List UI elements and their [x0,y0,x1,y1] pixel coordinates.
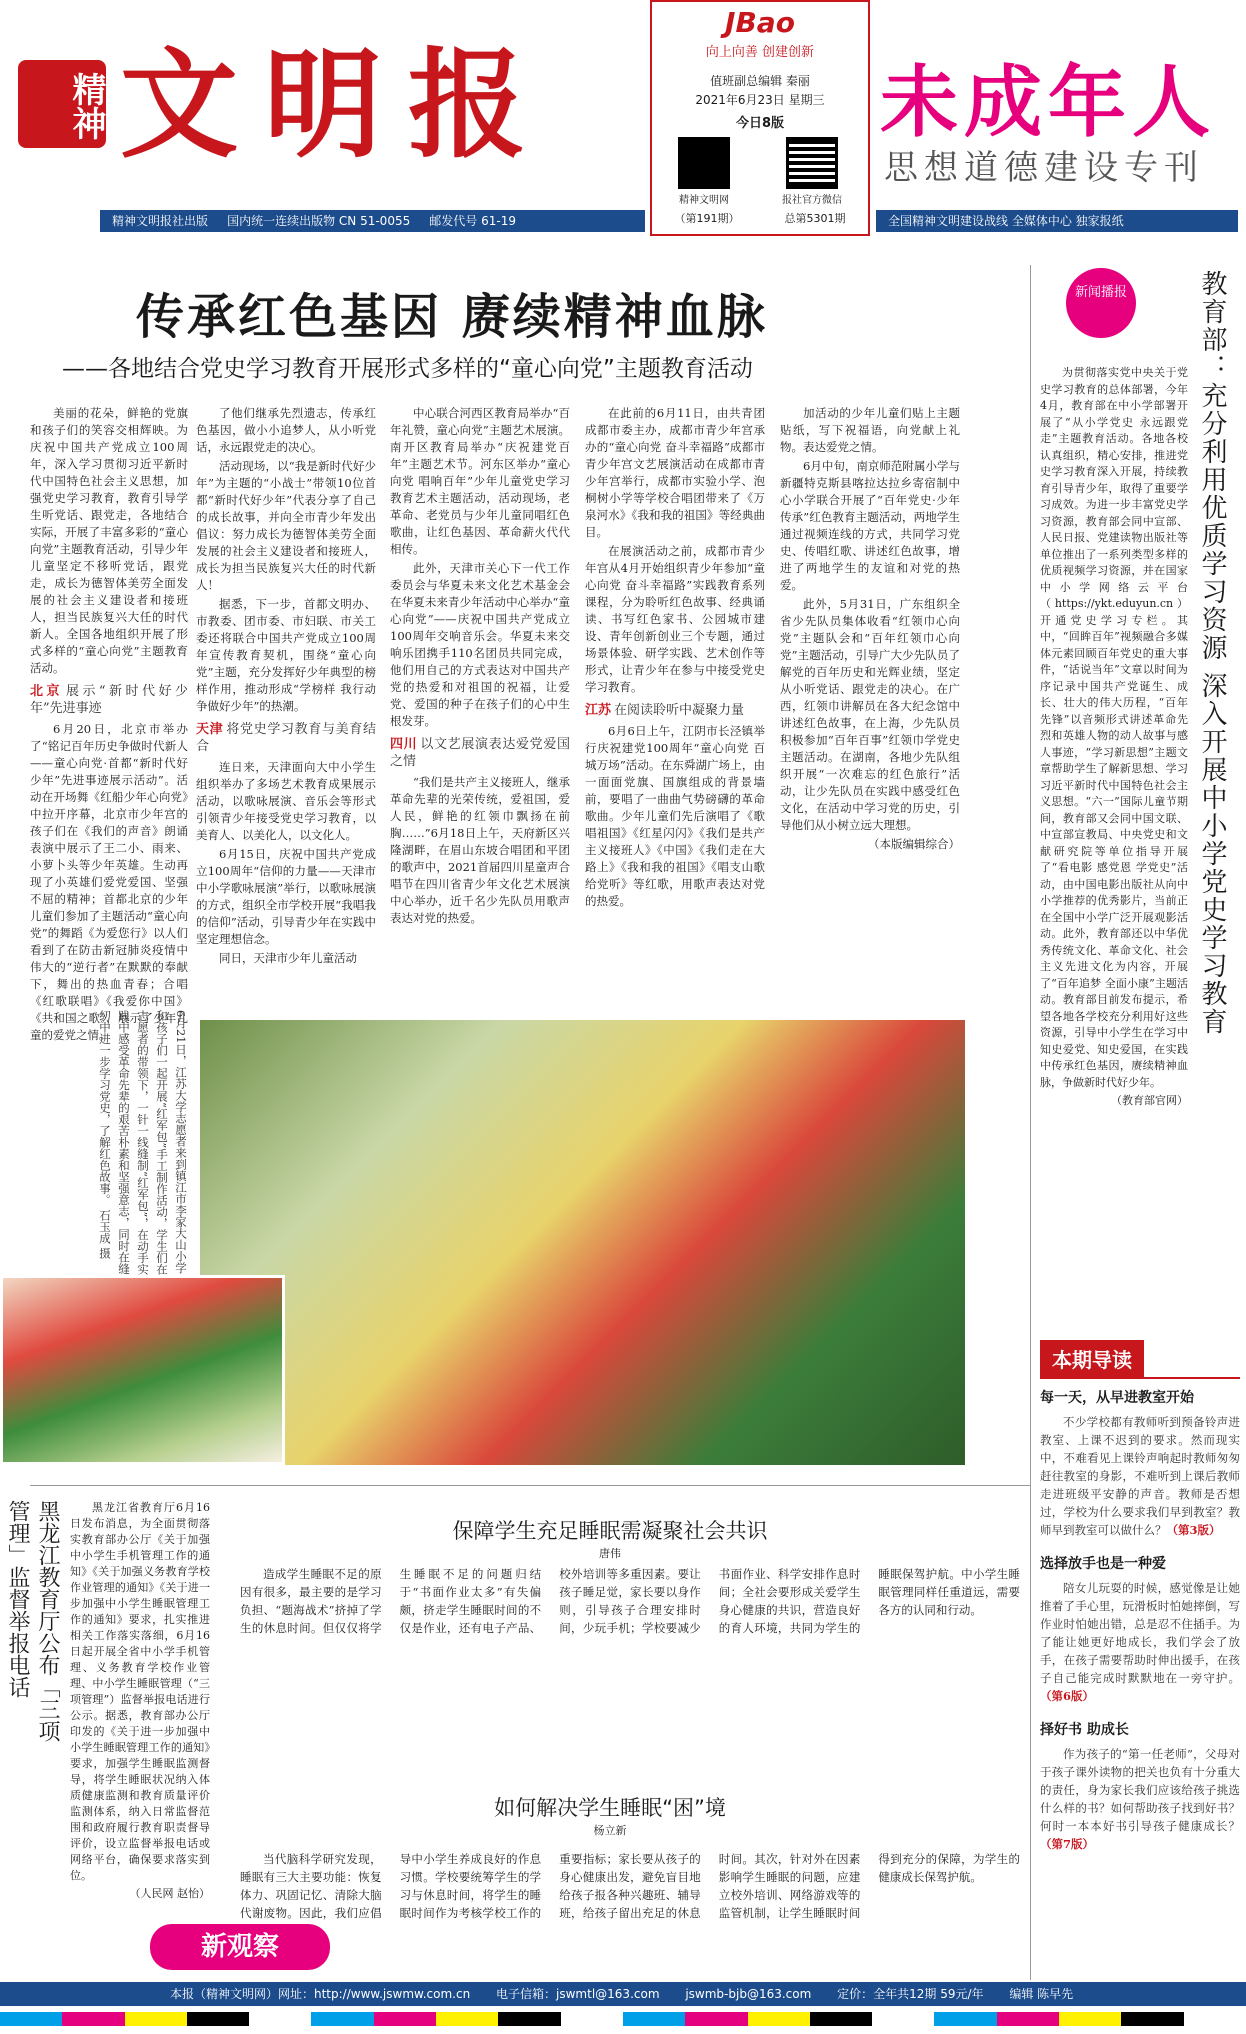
lead-column-1: 美丽的花朵，鲜艳的党旗和孩子们的笑容交相辉映。为庆祝中国共产党成立100周年，深入学习贯彻习近平新时代中国特色社会主义思想，加强党史学习教育，教育引导学生听党话、跟党走，各地结合实际，开展了丰富多彩的“童心向党”主题教育活动，引导少年儿童坚定不移听党话，跟党走，成长为德智体美劳全面发展的社会主义建设者和接班人，担当民族复兴大任的时代新人。全国各地组织开展了形式多样的“童心向党”主题教育活动。 北京 展示“新时代好少年”先进事迹 6月20日，北京市举办了“铭记百年历史争做时代新人——童心向党·首都“新时代好少年”先进事迹展示活动”。活动在开场舞《红船少年心向党》中拉开序幕，北京市少年宫的孩子们在《我们的声音》朗诵表演中展示了王二小、雨来、小萝卜头等少年英雄。生动再现了小英雄们爱党爱国、坚强不屈的精神；首都北京的少年儿童们参加了主题活动“童心向党”的舞蹈《为爱您行》以人们看到了在防击新冠肺炎疫情中伟大的“逆行者”在默默的奉献下，舞出的热血青春；合唱《红歌联唱》《我爱你中国》《共和国之歌》，展示了少年儿童的爱党之情。 [30,406,188,1042]
footer-email-label: 电子信箱： [496,1987,557,2001]
sleep-article-1-author: 唐伟 [599,1547,621,1560]
guide-box [1040,1340,1240,1980]
qr-code-icon [678,137,730,189]
news-vertical-body: 为贯彻落实党中央关于党史学习教育的总体部署，今年4月，教育部在中小学部署开展了“从小学党史 永远跟党走”主题教育活动。各地各校认真组织，精心安排，推进党史学习教育深入开展，持续教育引导青少年，取得了重要学习成效。为进一步丰富党史学习资源，教育部会同中宣部、人民日报、党建读物出版社等单位推出了一系列类型多样的优质视频学习资源，并在国家中小学网络云平台（https://ykt.eduyun.cn）开通党史学习专栏。其中，“回眸百年”视频融合多媒体元素回顾百年党史的重大事件，“话说当年”文章以时间为序记录中国共产党诞生、成长、壮大的伟大历程，“百年先锋”以音频形式讲述革命先烈和英雄人物的动人故事与感人事迹，“学习新思想”主题文章帮助学生了解新思想、学习习近平新时代中国特色社会主义思想。“六一”国际儿童节期间，教育部又会同中国文联、中宣部宣教局、中央党史和文献研究院等单位指导开展了“看电影 感党恩 学党史”活动，由中国电影出版社从向中小学推荐的优秀影片，当前正在全国中小学广泛开展观影活动。此外，教育部还以中华优秀传统文化、革命文化、社会主义先进文化为内容，开展了“百年追梦 全面小康”主题活动。教育部目前发布提示，希望各地各学校充分利用好这些资源，引导中小学生在学习中知史爱党、知史爱国，在实践中传承红色基因，赓续精神血脉，争做新时代好少年。 （教育部官网） [1040,365,1188,1330]
footer-price: 定价：全年共12期 59元/年 [837,1987,984,2001]
sleep-article-2-author: 杨立新 [593,1824,627,1837]
postal-code: 邮发代号 61-19 [429,214,516,228]
heilongjiang-body: 黑龙江省教育厅6月16日发布消息，为全面贯彻落实教育部办公厅《关于加强中小学生手机管理工作的通知》《关于加强义务教育学校作业管理的通知》《关于进一步加强中小学生睡眠管理工作的通知》要求，扎实推进相关工作落实落细，6月16日起开展全省中小学手机管理、义务教育学校作业管理、中小学生睡眠管理（“三项管理”）监督举报电话进行公示。据悉，教育部办公厅印发的《关于进一步加强中小学生睡眠管理工作的通知》要求，加强学生睡眠监测督导，将学生睡眠状况纳入体质健康监测和教育质量评价监测体系，纳入日常监督范围和政府履行教育职责督导评价，设立监督举报电话或网络平台，确保要求落实到位。 （人民网 赵怡） [70,1501,210,1900]
guide-header: 本期导读 [1040,1340,1144,1377]
divider [30,1485,1030,1486]
lead-credit: （本版编辑综合） [868,837,960,851]
footer-site: 本报（精神文明网）网址：http://www.jswmw.com.cn [170,1987,471,2001]
section-title: 未成年人 [880,58,1217,148]
guide-item-body: 不少学校都有教师听到预备铃声进教室、上课不迟到的要求。然而现实中，不难看见上课铃声响起时教师匆匆赶往教室的身影，不难听到上课后教师走进班级平安静的声音。教师是否想过，学校为什么要求我们早到教室？教师早到教室可以做什么？（第3版） [1040,1415,1240,1537]
guide-item-body: 作为孩子的“第一任老师”，父母对于孩子课外读物的把关也负有十分重大的责任，身为家长我们应该给孩子挑选什么样的书？如何帮助孩子找到好书？何时一本本好书引导孩子健康成长？（第7版） [1040,1747,1240,1851]
color-registration-strip [0,2012,1246,2026]
heilongjiang-credit: （人民网 赵怡） [129,1887,210,1900]
footer-email-2[interactable]: jswmb-bjb@163.com [685,1987,812,2001]
issue-box [650,0,870,236]
seal-logo [18,60,106,148]
publisher: 精神文明报社出版 [112,214,209,228]
section-subtitle: 思想道德建设专刊 [884,148,1204,188]
date-line: 2021年6月23日 星期三 [695,93,825,107]
qr-code-icon [786,137,838,189]
masthead-title: 文明报 [120,35,553,174]
guide-item[interactable] [1040,1719,1240,1853]
sleep-article-1-title: 保障学生充足睡眠需凝聚社会共识 [452,1519,768,1543]
sleep-article-1-body: 造成学生睡眠不足的原因有很多，最主要的是学习负担、“题海战术”挤掉了学生的休息时间。但仅仅将学生睡眠不足的问题归结于“书面作业太多”有失偏颇，挤走学生睡眠时间的不仅是作业，还有电子产品、校外培训等多重因素。要让孩子睡足觉，家长要以身作则，引导孩子合理安排时间，少玩手机；学校要减少书面作业、科学安排作息时间；全社会要形成关爱学生身心健康的共识，营造良好的育人环境，共同为学生的睡眠保驾护航。中小学生睡眠管理同样任重道远，需要各方的认同和行动。 [240,1567,1020,1635]
sleep-article-2-title: 如何解决学生睡眠“困”境 [494,1796,726,1820]
lead-column-4: 在此前的6月11日，由共青团成都市委主办，成都市青少年宫承办的“童心向党 奋斗幸福路”成都市青少年宫文艺展演活动在成都市青少年宫举行，成都市实验小学、泡桐树小学等学校合唱团带来了《万泉河水》《我和我的祖国》等经典曲目。 在展演活动之前，成都市青少年宫从4月开始组织青少年参加“童心向党 奋斗幸福路”实践教育系列课程，分为聆听红色故事、经典诵读、书写红色家书、公园城市建设、青年创新创业三个专题，通过场景体验、研学实践、艺术创作等形式，让青少年在参与中接受党史学习教育。 江苏 在阅读聆听中凝聚力量 6月6日上午，江阴市长泾镇举行庆祝建党100周年“童心向党 百城万场”活动。在东舜湖广场上，由一面面党旗、国旗组成的背景墙前，要唱了一曲曲气势磅礴的革命歌曲。少年儿童们先后演唱了《歌唱祖国》《红星闪闪》《我们是共产主义接班人》《中国》《我们走在大路上》《我和我的祖国》《唱支山歌给党听》等红歌，用歌声表达对党的热爱。 [585,406,765,908]
sleep-article-2-body: 当代脑科学研究发现，睡眠有三大主要功能：恢复体力、巩固记忆、清除大脑代谢废物。因此，我们应倡导中小学生养成良好的作息习惯。学校要统筹学生的学习与休息时间，将学生的睡眠时间作为考核学校工作的重要指标；家长要从孩子的身心健康出发，避免盲目地给孩子报各种兴趣班、辅导班，给孩子留出充足的休息时间。其次，针对外在因素影响学生睡眠的问题，应建立校外培训、网络游戏等的监管机制，让学生睡眠时间得到充分的保障，为学生的健康成长保驾护航。 [240,1852,1020,1920]
guide-item-body: 陪女儿玩耍的时候，感觉像是让她推着了手心里，玩滑板时怕她摔倒，写作业时怕她出错，总是忍不住插手。为了能让她更好地成长，我们学会了放手，在孩子需要帮助时伸出援手，在孩子自己能完成时默默地在一旁守护。（第6版） [1040,1581,1240,1703]
new-observation-logo: 新观察 [150,1924,330,1970]
lead-column-5: 加活动的少年儿童们贴上主题贴纸，写下祝福语，向党献上礼物。表达爱党之情。 6月中旬，南京师范附属小学与新疆特克斯县喀拉达拉乡寄宿制中心小学联合开展了“百年党史·少年传承”红色教育主题活动，两地学生通过视频连线的方式，共同学习党史、传唱红歌、讲述红色故事，增进了两地学生的友谊和对党的热爱。 此外，5月31日，广东组织全省少先队员集体收看“红领巾心向党”主题队会和“百年红领巾心向党”主题活动，引导广大少先队员了解党的百年历史和光辉业绩，坚定从小听党话、跟党走的决心。在广西，红领巾讲解员在各大纪念馆中讲述红色故事，在上海，少先队员积极参加“百年百事”红领巾学党史主题活动。在湖南，各地少先队组织开展“一次难忘的红色旅行”活动，让少先队员在实践中感受红色文化，在活动中学习党的历史，引导他们从小树立远大理想。 （本版编辑综合） [780,406,960,851]
cn-number: 国内统一连续出版物 CN 51-0055 [227,214,411,228]
footer-editor: 编辑 陈早先 [1009,1987,1074,2001]
news-vertical-title: 教育部：充分利用优质学习资源 深入开展中小学党史学习教育 [1197,270,1227,1037]
children-with-bags-photo [0,1275,285,1465]
footer-email-1[interactable]: jswmtl@163.com [556,1987,660,2001]
photo-caption: 6月21日，江苏大学志愿者来到镇江市李家大山小学和孩子们一起开展“红军包”手工制作活动，学生们在志愿者的带领下，一针一线缝制“红军包”，在动手实践中感受革命先辈的艰苦朴素和坚强意志，同时在缝纫中进一步学习党史，了解红色故事。 石玉成 摄 [98,1010,188,1275]
editor-line: 值班副总编辑 秦丽 [710,74,810,88]
qr1-label: 精神文明网 [679,195,729,206]
guide-item-title: 每一天，从早进教室开始 [1040,1390,1194,1406]
masthead-info-bar [100,210,645,232]
total-number: 总第5301期 [784,212,846,225]
lead-title: 传承红色基因 赓续精神血脉 [136,289,768,345]
children-sewing-photo [200,1020,965,1465]
heilongjiang-title: 黑龙江教育厅公布「三项管理」监督举报电话 [5,1500,60,1742]
network-bar: 全国精神文明建设战线 全媒体中心 独家报纸 [876,210,1238,232]
guide-item-title: 择好书 助成长 [1040,1722,1129,1738]
lead-subtitle: ——各地结合党史学习教育开展形式多样的“童心向党”主题教育活动 [62,356,753,382]
news-credit: （教育部官网） [1111,1094,1188,1107]
guide-item[interactable] [1040,1387,1240,1539]
news-tag: 新闻播报 [1074,285,1127,300]
qr2-label: 报社官方微信 [782,195,842,206]
slogan: 向上向善 创建创新 [705,45,815,60]
jbao-logo: JBao [725,6,795,39]
guide-item[interactable] [1040,1553,1240,1705]
guide-item-title: 选择放手也是一种爱 [1040,1556,1166,1572]
issue-number: （第191期） [674,212,740,225]
footer-bar [0,1982,1246,2006]
news-broadcast-badge [1066,268,1136,338]
divider [1030,265,1031,1980]
pages-today: 今日8版 [735,116,785,131]
lead-column-3: 中心联合河西区教育局举办“百年礼赞，童心向党”主题艺术展演。南开区教育局举办“庆祝建党百年”主题艺术节。河东区举办“童心向党 唱响百年”少年儿童党史学习教育艺术主题活动，活动现场，老革命、老党员与少年儿童同唱红色歌曲，让红色基因、革命薪火代代相传。 此外，天津市关心下一代工作委员会与华夏未来文化艺术基金会在华夏未来青少年活动中心举办“童心向党”——庆祝中国共产党成立100周年交响音乐会。华夏未来交响乐团携手110名团员共同完成，他们用自己的方式表达对中国共产党的热爱和对祖国的祝福，让爱党、爱国的种子在孩子们的心中生根发芽。 四川 以文艺展演表达爱党爱国之情 “我们是共产主义接班人，继承革命先辈的光荣传统，爱祖国，爱人民，鲜艳的红领巾飘扬在前胸……”6月18日上午，天府新区兴隆湖畔，在眉山东坡合唱团和平团的歌声中，2021首届四川星童声合唱节在四川省青少年文化艺术展演中心举办，近千名少先队员用歌声表达对党的热爱。 [390,406,570,925]
seal-chars: 精神 [66,72,106,140]
lead-column-2: 了他们继承先烈遗志，传承红色基因，做小小追梦人，从小听党话，永远跟党走的决心。 活动现场，以“我是新时代好少年”为主题的“小战士”带领10位首都“新时代好少年”代表分享了自己的成长故事，并向全市青少年发出倡议：努力成长为德智体美劳全面发展的社会主义建设者和接班人，成长为担当民族复兴大任的时代新人！ 据悉，下一步，首都文明办、市教委、团市委、市妇联、市关工委还将联合中国共产党成立100周年宣传教育契机，围绕“童心向党”主题，充分发挥好少年典型的榜样作用，推动形成“学榜样 我行动争做好少年”的热潮。 天津 将党史学习教育与美育结合 连日来，天津面向大中小学生组织举办了多场艺术教育成果展示活动，以歌咏展演、音乐会等形式引领青少年接受党史学习教育，以美育人、以美化人，以文化人。 6月15日，庆祝中国共产党成立100周年“信仰的力量——天津市中小学歌咏展演”举行，以歌咏展演的方式，组织全市学校开展“我唱我的信仰”活动，引导青少年在实践中坚定理想信念。 同日，天津市少年儿童活动 [196,406,376,965]
